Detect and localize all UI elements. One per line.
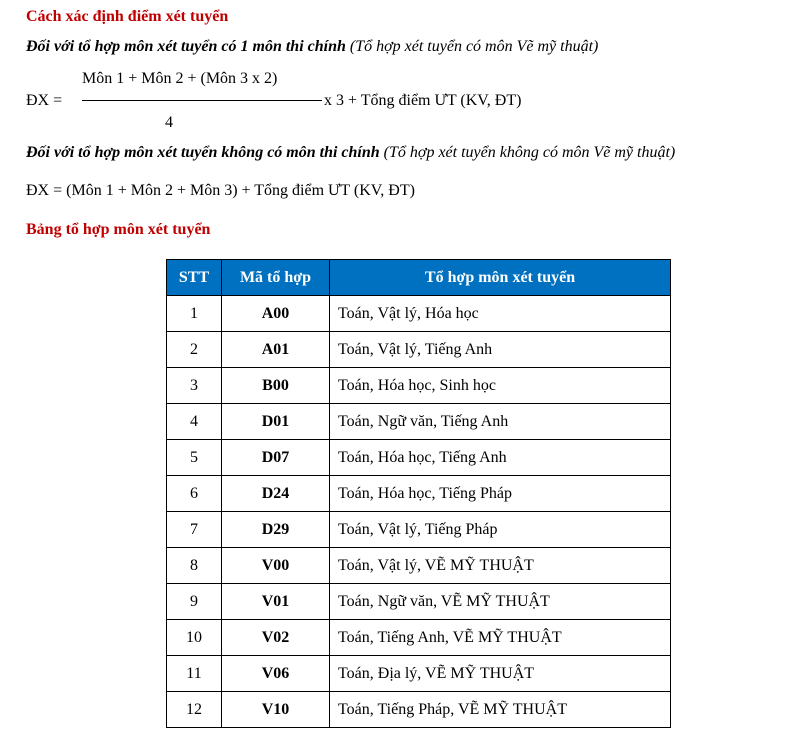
cell-code: A01 xyxy=(222,332,330,368)
table-row xyxy=(167,584,671,620)
cell-stt: 11 xyxy=(167,656,222,692)
cell-combination: Toán, Hóa học, Sinh học xyxy=(330,368,671,404)
table-row xyxy=(167,404,671,440)
header-stt: STT xyxy=(167,260,222,296)
cell-combination: Toán, Hóa học, Tiếng Anh xyxy=(330,440,671,476)
cell-stt: 3 xyxy=(167,368,222,404)
table-row xyxy=(167,296,671,332)
table-row xyxy=(167,332,671,368)
table-row xyxy=(167,476,671,512)
cell-combination: Toán, Tiếng Anh, VẼ MỸ THUẬT xyxy=(330,620,671,656)
cell-code: D24 xyxy=(222,476,330,512)
cell-stt: 7 xyxy=(167,512,222,548)
case1-note: (Tổ hợp xét tuyển có môn Vẽ mỹ thuật) xyxy=(349,38,599,55)
cell-code: V02 xyxy=(222,620,330,656)
table-row xyxy=(167,440,671,476)
cell-stt: 1 xyxy=(167,296,222,332)
cell-combination: Toán, Vật lý, Hóa học xyxy=(330,296,671,332)
cell-code: D29 xyxy=(222,512,330,548)
formula2: ĐX = (Môn 1 + Môn 2 + Môn 3) + Tổng điểm ƯT (KV, ĐT) xyxy=(26,182,415,199)
formula1-numerator: Môn 1 + Môn 2 + (Môn 3 x 2) xyxy=(82,70,278,87)
cell-stt: 9 xyxy=(167,584,222,620)
case1-description xyxy=(26,38,598,56)
cell-combination: Toán, Tiếng Pháp, VẼ MỸ THUẬT xyxy=(330,692,671,728)
table-row xyxy=(167,368,671,404)
table-header-row xyxy=(167,260,671,296)
cell-stt: 10 xyxy=(167,620,222,656)
table-row xyxy=(167,692,671,728)
table-row xyxy=(167,512,671,548)
formula1-lhs: ĐX = xyxy=(26,92,63,109)
table-heading: Bảng tổ hợp môn xét tuyển xyxy=(26,221,211,238)
cell-code: B00 xyxy=(222,368,330,404)
cell-stt: 5 xyxy=(167,440,222,476)
case1-title: Đối với tổ hợp môn xét tuyển có 1 môn thi chính xyxy=(26,38,346,55)
header-combination: Tổ hợp môn xét tuyển xyxy=(330,260,671,296)
cell-combination: Toán, Vật lý, VẼ MỸ THUẬT xyxy=(330,548,671,584)
header-code: Mã tổ hợp xyxy=(222,260,330,296)
case2-description xyxy=(26,144,675,162)
cell-combination: Toán, Hóa học, Tiếng Pháp xyxy=(330,476,671,512)
cell-code: V10 xyxy=(222,692,330,728)
scoring-heading: Cách xác định điểm xét tuyển xyxy=(26,8,229,25)
table-row xyxy=(167,656,671,692)
case2-note: (Tổ hợp xét tuyển không có môn Vẽ mỹ thuật) xyxy=(383,144,676,161)
cell-code: V00 xyxy=(222,548,330,584)
cell-combination: Toán, Vật lý, Tiếng Anh xyxy=(330,332,671,368)
cell-combination: Toán, Ngữ văn, Tiếng Anh xyxy=(330,404,671,440)
cell-stt: 8 xyxy=(167,548,222,584)
cell-stt: 4 xyxy=(167,404,222,440)
cell-combination: Toán, Địa lý, VẼ MỸ THUẬT xyxy=(330,656,671,692)
cell-combination: Toán, Vật lý, Tiếng Pháp xyxy=(330,512,671,548)
fraction-bar xyxy=(82,100,322,101)
cell-stt: 6 xyxy=(167,476,222,512)
subject-combination-table xyxy=(166,259,671,728)
cell-stt: 12 xyxy=(167,692,222,728)
cell-code: V06 xyxy=(222,656,330,692)
cell-stt: 2 xyxy=(167,332,222,368)
formula1-denominator: 4 xyxy=(165,114,173,131)
cell-code: V01 xyxy=(222,584,330,620)
table-row xyxy=(167,548,671,584)
cell-code: A00 xyxy=(222,296,330,332)
case2-title: Đối với tổ hợp môn xét tuyển không có môn thi chính xyxy=(26,144,380,161)
formula1-rhs: x 3 + Tổng điểm ƯT (KV, ĐT) xyxy=(324,92,522,109)
cell-code: D01 xyxy=(222,404,330,440)
table-row xyxy=(167,620,671,656)
cell-combination: Toán, Ngữ văn, VẼ MỸ THUẬT xyxy=(330,584,671,620)
cell-code: D07 xyxy=(222,440,330,476)
